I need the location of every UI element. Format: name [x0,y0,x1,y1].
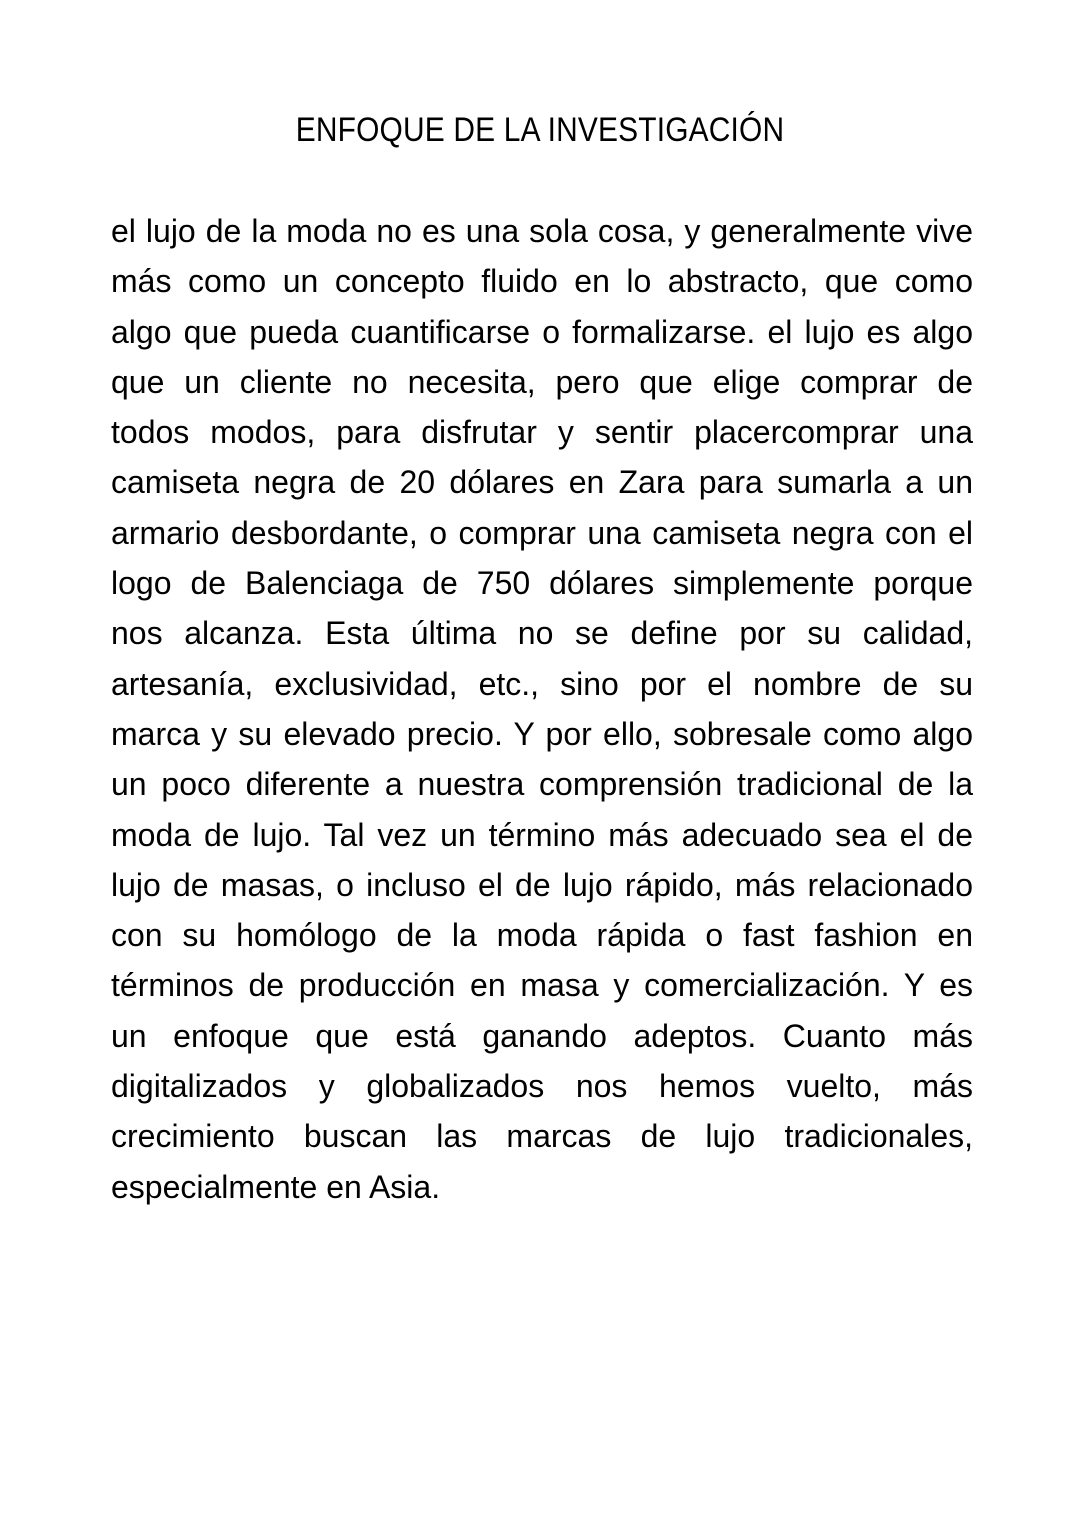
paragraph-line: crecimiento buscan las marcas de lujo tradicionales, [111,1118,973,1155]
paragraph-line: todos modos, para disfrutar y sentir placercomprar una [111,414,973,451]
document-title: ENFOQUE DE LA INVESTIGACIÓN [295,111,785,149]
paragraph-line: algo que pueda cuantificarse o formalizarse. el lujo es algo [111,313,973,350]
body-paragraph [111,206,973,1212]
paragraph-line: artesanía, exclusividad, etc., sino por el nombre de su [111,665,973,702]
paragraph-line: digitalizados y globalizados nos hemos vuelto, más [111,1068,973,1105]
paragraph-line: nos alcanza. Esta última no se define por su calidad, [111,615,973,652]
paragraph-line: términos de producción en masa y comercialización. Y es [111,967,973,1004]
paragraph-line: logo de Balenciaga de 750 dólares simplemente porque [111,565,973,602]
paragraph-line: más como un concepto fluido en lo abstracto, que como [111,263,973,300]
paragraph-line: camiseta negra de 20 dólares en Zara para sumarla a un [111,464,973,501]
paragraph-line: el lujo de la moda no es una sola cosa, y generalmente vive [111,213,973,249]
paragraph-line: armario desbordante, o comprar una camiseta negra con el [111,514,973,551]
paragraph-line: moda de lujo. Tal vez un término más adecuado sea el de [111,816,973,853]
paragraph-line: marca y su elevado precio. Y por ello, sobresale como algo [111,715,973,752]
paragraph-line: con su homólogo de la moda rápida o fast fashion en [111,917,973,954]
paragraph-line: lujo de masas, o incluso el de lujo rápido, más relacionado [111,866,973,903]
paragraph-line: un poco diferente a nuestra comprensión tradicional de la [111,766,973,803]
paragraph-line: especialmente en Asia. [111,1168,441,1205]
paragraph-line: que un cliente no necesita, pero que elige comprar de [111,363,973,400]
paragraph-line: un enfoque que está ganando adeptos. Cuanto más [111,1017,973,1054]
